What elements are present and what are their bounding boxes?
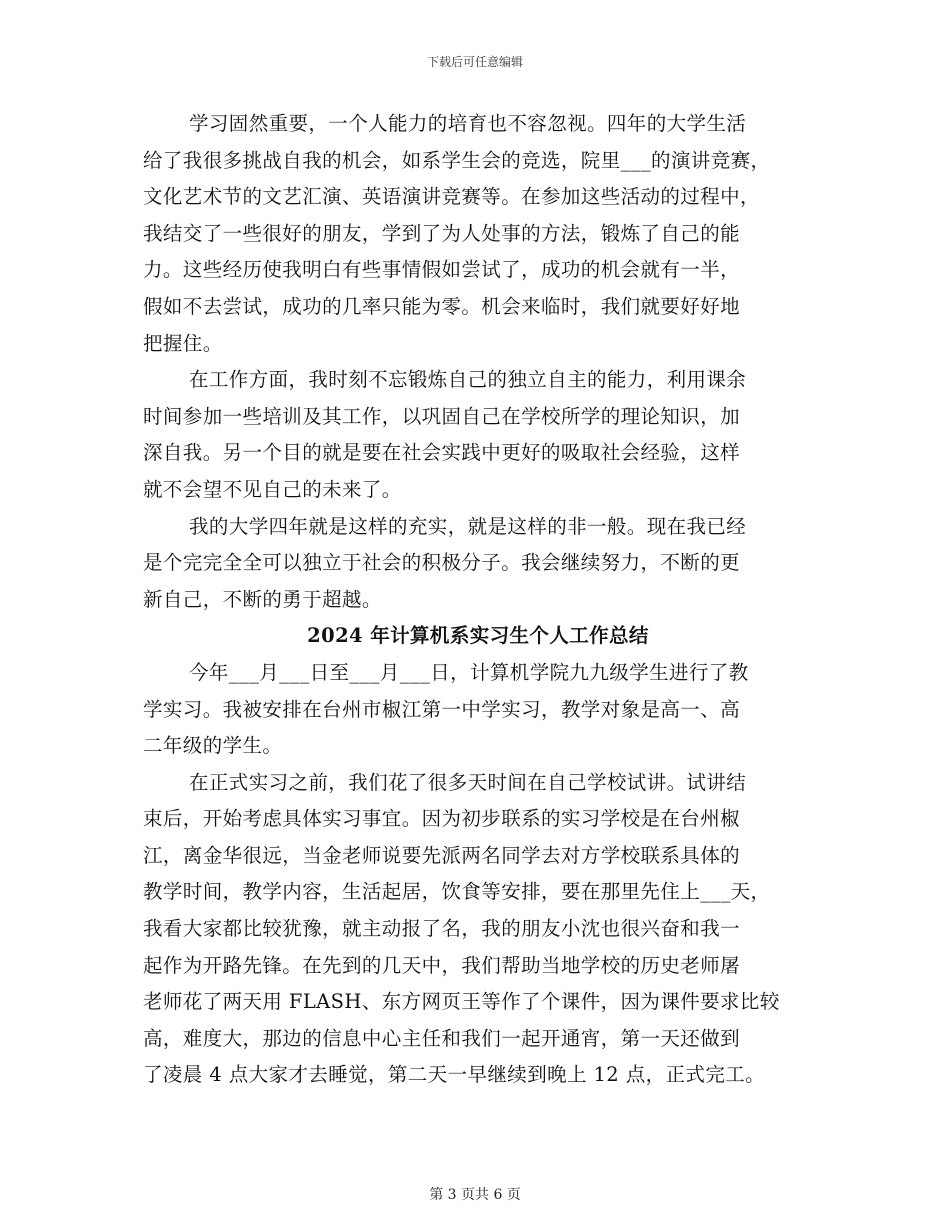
- paragraph-line: 给了我很多挑战自我的机会，如系学生会的竞选，院里___的演讲竞赛，: [143, 148, 771, 172]
- paragraph-line: 了凌晨 4 点大家才去睡觉，第二天一早继续到晚上 12 点，正式完工。: [143, 1063, 766, 1087]
- paragraph-line: 是个完完全全可以独立于社会的积极分子。我会继续努力，不断的更: [143, 551, 741, 575]
- paragraph-line: 在工作方面，我时刻不忘锻炼自己的独立自主的能力，利用课余: [189, 368, 747, 392]
- paragraph-line: 把握住。: [143, 331, 223, 355]
- paragraph-line: 学实习。我被安排在台州市椒江第一中学实习，教学对象是高一、高: [143, 697, 741, 721]
- paragraph-line: 今年___月___日至___月___日，计算机学院九九级学生进行了教: [189, 660, 749, 684]
- paragraph-line: 就不会望不见自己的未来了。: [143, 477, 402, 501]
- section-title: 2024 年计算机系实习生个人工作总结: [307, 624, 649, 648]
- paragraph-line: 束后，开始考虑具体实习事宜。因为初步联系的实习学校是在台州椒: [143, 807, 741, 831]
- paragraph-line: 我结交了一些很好的朋友，学到了为人处事的方法，锻炼了自己的能: [143, 221, 741, 245]
- paragraph-line: 高，难度大，那边的信息中心主任和我们一起开通宵，第一天还做到: [143, 1026, 741, 1050]
- page-footer: 第 3 页共 6 页: [429, 1187, 521, 1203]
- paragraph-line: 我看大家都比较犹豫，就主动报了名，我的朋友小沈也很兴奋和我一: [143, 917, 741, 941]
- paragraph-line: 起作为开路先锋。在先到的几天中，我们帮助当地学校的历史老师屠: [143, 953, 741, 977]
- paragraph-line: 教学时间，教学内容，生活起居，饮食等安排，要在那里先住上___天，: [143, 880, 771, 904]
- paragraph-line: 力。这些经历使我明白有些事情假如尝试了，成功的机会就有一半，: [143, 258, 741, 282]
- paragraph-line: 学习固然重要，一个人能力的培育也不容忽视。四年的大学生活: [189, 112, 747, 135]
- paragraph-line: 时间参加一些培训及其工作，以巩固自己在学校所学的理论知识，加: [143, 404, 741, 428]
- paragraph-line: 二年级的学生。: [143, 734, 283, 758]
- paragraph-line: 老师花了两天用 FLASH、东方网页王等作了个课件，因为课件要求比较: [143, 990, 780, 1014]
- page-header: 下载后可任意编辑: [426, 55, 523, 69]
- paragraph-line: 我的大学四年就是这样的充实，就是这样的非一般。现在我已经: [189, 514, 747, 538]
- paragraph-line: 文化艺术节的文艺汇演、英语演讲竞赛等。在参加这些活动的过程中，: [143, 185, 760, 209]
- paragraph-line: 深自我。另一个目的就是要在社会实践中更好的吸取社会经验，这样: [143, 441, 741, 465]
- paragraph-line: 江，离金华很远，当金老师说要先派两名同学去对方学校联系具体的: [143, 843, 741, 867]
- paragraph-line: 新自己，不断的勇于超越。: [143, 587, 382, 611]
- paragraph-line: 在正式实习之前，我们花了很多天时间在自己学校试讲。试讲结: [189, 770, 747, 794]
- document-body: [143, 106, 813, 1094]
- paragraph-line: 假如不去尝试，成功的几率只能为零。机会来临时，我们就要好好地: [143, 294, 741, 318]
